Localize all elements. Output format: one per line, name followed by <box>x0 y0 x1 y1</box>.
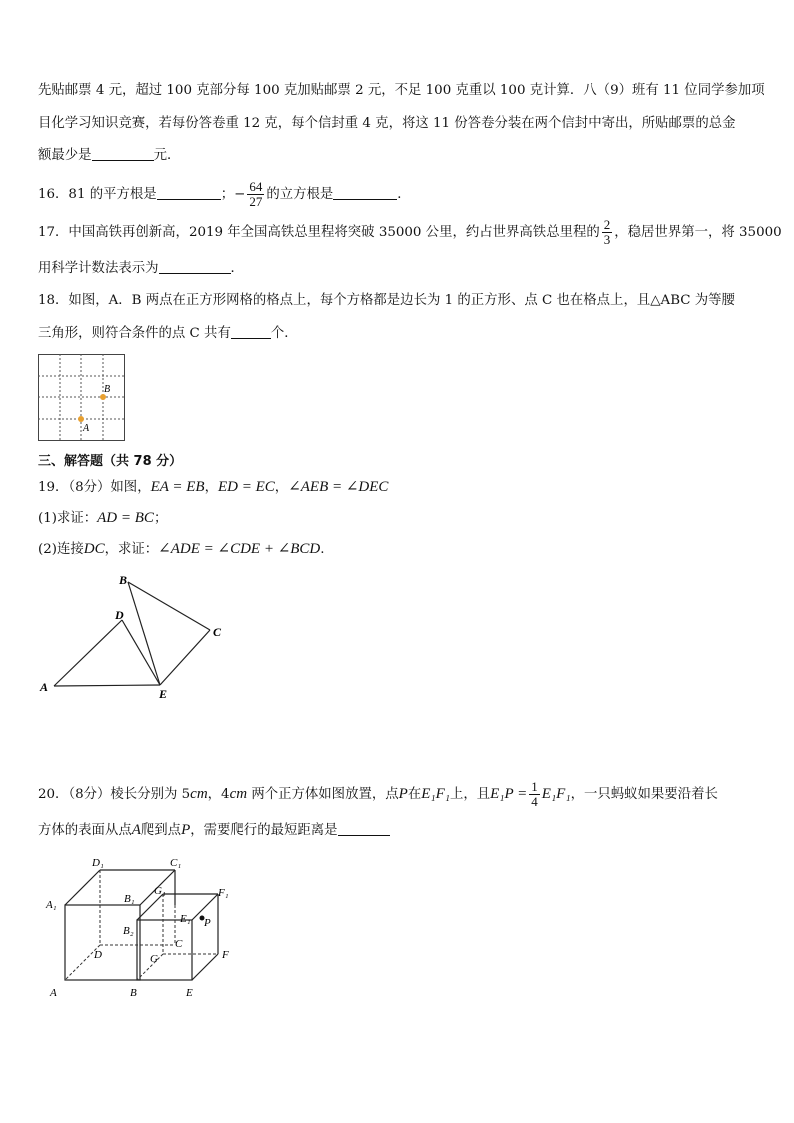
q20-text: ，一只蚂蚁如果要沿着长 <box>570 787 718 802</box>
q20-text: ，4 <box>207 787 230 802</box>
q20-text: 在 <box>407 787 422 802</box>
q20-text: 上，且 <box>449 787 491 802</box>
q20-text: 爬到点 <box>140 823 182 838</box>
triangle-figure <box>30 570 240 705</box>
q18-text: 个． <box>270 326 298 341</box>
label-c: C <box>175 938 183 950</box>
q20-text: ，需要爬行的最短距离是 <box>190 823 338 838</box>
grid-figure <box>38 354 128 442</box>
label-a: A <box>50 987 57 999</box>
label-a1: A₁ <box>46 899 57 911</box>
q19-text: ， <box>204 480 218 495</box>
question-16 <box>38 180 411 210</box>
label-e1: E₁ <box>180 913 191 925</box>
fraction-denominator: 4 <box>531 794 538 809</box>
label-b: B <box>104 384 111 395</box>
math-expression: E₁P = <box>490 786 528 802</box>
question-18-line-2 <box>38 324 298 343</box>
math-unit: cm <box>190 786 208 802</box>
math-symbol: P <box>181 822 191 838</box>
point-a <box>78 416 84 422</box>
question-17-line-2 <box>38 259 244 278</box>
label-d: D <box>115 608 124 622</box>
minus-sign: − <box>234 187 246 202</box>
label-a: A <box>40 680 49 694</box>
label-c1: C₁ <box>170 857 182 869</box>
answer-blank[interactable] <box>333 185 397 200</box>
math-expression: ED = EC <box>218 479 275 495</box>
q16-text: ． <box>397 187 411 202</box>
q19-text: ，求证： <box>104 542 159 557</box>
q15-line-2: 目化学习知识竞赛，若每份答卷重 12 克，每个信封重 4 克，将这 11 份答卷分装在两个信封中寄出，所贴邮票的总金 <box>38 116 736 131</box>
q17-text: ，稳居世界第一，将 35000 <box>614 225 782 240</box>
label-e: E <box>159 687 168 701</box>
section-title: 三、解答题（共 78 分） <box>38 454 183 469</box>
q16-text: ； <box>220 187 235 202</box>
q20-text: 20．（8分）棱长分别为 5 <box>38 787 191 802</box>
label-b: B <box>130 987 137 999</box>
fraction <box>602 218 613 247</box>
q19-text: ， <box>274 480 289 495</box>
fraction-numerator: 64 <box>249 179 263 194</box>
question-20-line-1 <box>38 779 718 810</box>
label-f1: F₁ <box>218 887 229 899</box>
question-18-line-1: 18．如图，A．B 两点在正方形网格的格点上，每个方格都是边长为 1 的正方形、点 C 也在格点上，且△ABC 为等腰 <box>38 293 735 308</box>
math-expression: DC <box>83 541 105 557</box>
q15-text: 元． <box>153 148 181 163</box>
question-20-line-2 <box>38 821 390 840</box>
q17-text: 用科学计数法表示为 <box>38 261 159 276</box>
label-e: E <box>186 987 193 999</box>
fraction-numerator: 2 <box>603 217 611 232</box>
fraction <box>247 180 264 209</box>
math-symbol: E₁F₁ <box>421 786 450 802</box>
question-19-part-1 <box>38 509 167 528</box>
q19-text: . <box>320 542 325 557</box>
math-symbol: P <box>398 786 408 802</box>
label-c: C <box>213 625 222 639</box>
q20-text: 方体的表面从点 <box>38 823 132 838</box>
label-b2: B₂ <box>123 925 134 937</box>
answer-blank[interactable] <box>231 324 271 339</box>
label-b: B <box>119 573 128 587</box>
answer-blank[interactable] <box>159 259 231 274</box>
q15-line-3 <box>38 146 180 165</box>
fraction-denominator: 3 <box>603 232 611 247</box>
answer-blank[interactable] <box>157 185 221 200</box>
question-19-part-2 <box>38 540 325 559</box>
q20-text: 两个正方体如图放置，点 <box>247 787 399 802</box>
q19-text: 19．（8分）如图， <box>38 480 151 495</box>
math-unit: cm <box>229 786 248 802</box>
fraction <box>529 780 540 809</box>
label-g: G <box>150 953 158 965</box>
q15-line-1: 先贴邮票 4 元，超过 100 克部分每 100 克加贴邮票 2 元，不足 100 克重以 100 克计算．八（9）班有 11 位同学参加项 <box>38 83 765 98</box>
math-expression: ∠AEB = ∠DEC <box>288 479 389 495</box>
label-d: D <box>94 949 102 961</box>
fraction-numerator: 1 <box>531 779 538 794</box>
q19-text: (1)求证： <box>38 511 98 526</box>
label-b1: B₁ <box>124 893 135 905</box>
label-f: F <box>222 949 229 961</box>
answer-blank[interactable] <box>92 146 154 161</box>
q15-text: 额最少是 <box>38 148 92 163</box>
math-symbol: E₁F₁ <box>541 786 571 802</box>
label-p: P <box>204 917 211 929</box>
q16-text: 16．81 的平方根是 <box>38 187 157 202</box>
q17-text: 17．中国高铁再创新高，2019 年全国高铁总里程将突破 35000 公里，约占世界高铁总里程的 <box>38 225 600 240</box>
math-symbol: A <box>131 822 141 838</box>
fraction-denominator: 27 <box>249 194 263 209</box>
q19-text: (2)连接 <box>38 542 84 557</box>
question-17-line-1 <box>38 218 782 248</box>
question-19-line-1 <box>38 478 388 497</box>
label-a: A <box>83 423 90 434</box>
label-g1: G₁ <box>154 885 166 897</box>
q17-text: ． <box>230 261 244 276</box>
answer-blank[interactable] <box>338 821 390 836</box>
q16-text: 的立方根是 <box>266 187 334 202</box>
label-d1: D₁ <box>92 857 104 869</box>
q18-text: 三角形，则符合条件的点 C 共有 <box>38 326 231 341</box>
math-expression: ∠ADE = ∠CDE + ∠BCD <box>158 541 321 557</box>
math-expression: EA = EB <box>150 479 205 495</box>
cube-figure <box>40 850 250 1010</box>
q19-text: ； <box>153 511 168 526</box>
math-expression: AD = BC <box>97 510 154 526</box>
